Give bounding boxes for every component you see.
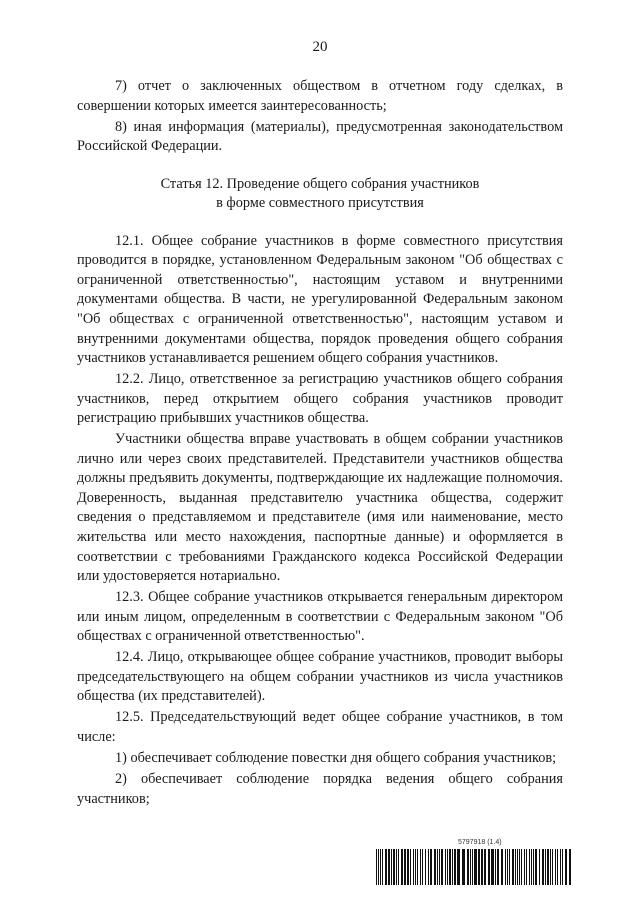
clause-12-5-item-2: 2) обеспечивает соблюдение порядка ведения общего собрания участников; <box>77 771 563 807</box>
list-item-8: 8) иная информация (материалы), предусмотренная законодательством Российской Федерации. <box>77 118 563 155</box>
clause-representatives: Участники общества вправе участвовать в общем собрании участников лично или через своих представителей. Представители участников общества должны предъявить документы, подтверждающие их надлежащие полномочия. Доверенность, выданная представителю участника общества, содержит сведения о представляемом и представителе (имя или наименование, место жительства или место нахождения, паспортные данные) и оформляется в соответствии с требованиями Гражданского кодекса Российской Федерации или удостоверяется нотариально. <box>77 431 563 585</box>
clause-12-4: 12.4. Лицо, открывающее общее собрание участников, проводит выборы председательствующего на общем собрании участников из числа участников общества (их представителей). <box>77 649 563 705</box>
article-title-line-1: Статья 12. Проведение общего собрания участников <box>160 175 480 192</box>
list-item-7: 7) отчет о заключенных обществом в отчетном году сделках, в совершении которых имеется заинтересованность; <box>77 78 563 114</box>
article-heading <box>77 175 563 214</box>
barcode-code: 5797918 (1.4) <box>458 839 502 846</box>
document-body <box>77 77 563 809</box>
barcode-icon <box>376 849 572 885</box>
barcode-block <box>376 838 572 888</box>
clause-12-5-item-1: 1) обеспечивает соблюдение повестки дня общего собрания участников; <box>115 750 557 766</box>
clause-12-5: 12.5. Председательствующий ведет общее собрание участников, в том числе: <box>77 709 563 745</box>
page-number: 20 <box>312 39 328 55</box>
article-title-line-2: в форме совместного присутствия <box>216 195 424 212</box>
clause-12-2: 12.2. Лицо, ответственное за регистрацию участников общего собрания участников, перед открытием общего собрания участников проводит регистрацию прибывших участников общества. <box>77 371 563 427</box>
clause-12-1: 12.1. Общее собрание участников в форме совместного присутствия проводится в порядке, установленном Федеральным законом "Об обществах с ограниченной ответственностью", настоящим уставом и внутренними документами общества. В части, не урегулированной Федеральным законом "Об обществах с ограниченной ответственностью", настоящим уставом и внутренними документами общества, порядок проведения общего собрания участников устанавливается решением общего собрания участников. <box>77 232 563 367</box>
clause-12-3: 12.3. Общее собрание участников открывается генеральным директором или иным лицом, определенным в соответствии с Федеральным законом "Об обществах с ограниченной ответственностью". <box>77 589 563 645</box>
